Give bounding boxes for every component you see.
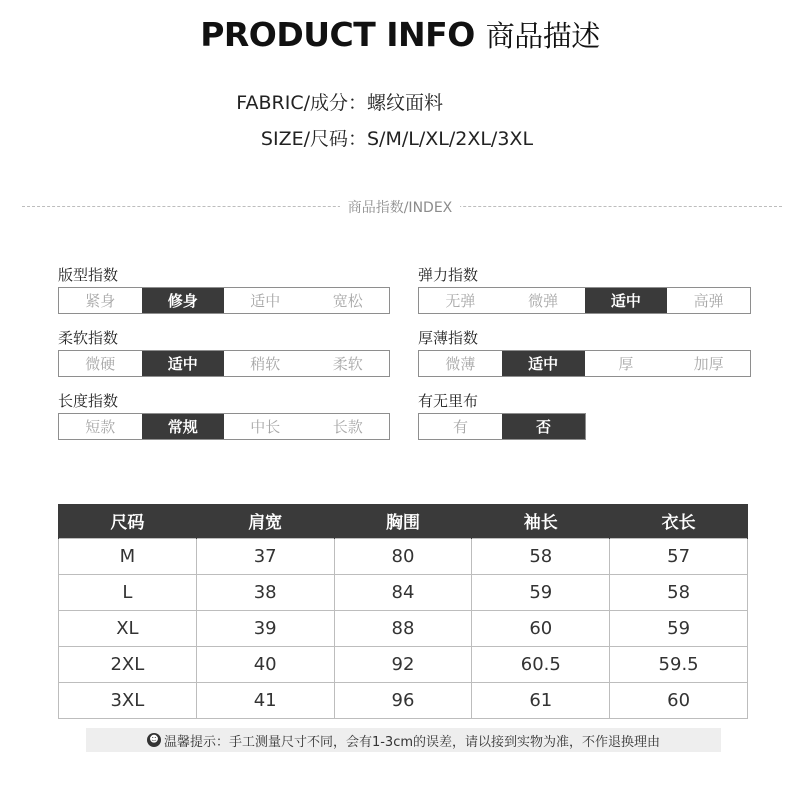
table-cell: 57 xyxy=(610,538,748,574)
thickness-option: 适中 xyxy=(502,351,585,376)
size-spec xyxy=(0,124,533,151)
table-header-cell: 袖长 xyxy=(472,504,610,538)
fit-index-scale xyxy=(58,287,390,314)
table-cell: 92 xyxy=(334,646,472,682)
table-cell: M xyxy=(59,538,197,574)
lining-index-scale xyxy=(418,413,586,440)
elasticity-option: 高弹 xyxy=(693,292,724,310)
thickness-index-scale xyxy=(418,350,751,377)
title-cn: 商品描述 xyxy=(485,19,600,53)
elasticity-option: 微弹 xyxy=(528,292,559,310)
lining-index-label: 有无里布 xyxy=(418,392,479,410)
measurement-notice xyxy=(86,728,721,752)
size-value: S/M/L/XL/2XL/3XL xyxy=(367,128,534,150)
thickness-index-label: 厚薄指数 xyxy=(418,329,479,347)
fit-option: 紧身 xyxy=(85,292,116,310)
fit-option: 适中 xyxy=(250,292,281,310)
title-en: PRODUCT INFO xyxy=(200,15,475,54)
fabric-value: 螺纹面料 xyxy=(367,92,444,114)
table-cell: L xyxy=(59,574,197,610)
softness-option: 柔软 xyxy=(332,355,363,373)
table-cell: 60 xyxy=(610,682,748,718)
table-row xyxy=(59,538,748,574)
table-cell: 2XL xyxy=(59,646,197,682)
softness-option: 微硬 xyxy=(85,355,116,373)
table-row xyxy=(59,646,748,682)
elasticity-option: 适中 xyxy=(585,288,668,313)
fit-index-label: 版型指数 xyxy=(58,266,119,284)
table-cell: 39 xyxy=(196,610,334,646)
page-title xyxy=(0,14,800,55)
notice-text: 温馨提示：手工测量尺寸不同，会有1-3cm的误差，请以接到实物为准，不作退换理由 xyxy=(163,734,661,750)
table-header-cell: 尺码 xyxy=(59,504,197,538)
table-cell: 59 xyxy=(472,574,610,610)
softness-index-label: 柔软指数 xyxy=(58,329,119,347)
table-cell: 80 xyxy=(334,538,472,574)
table-cell: 84 xyxy=(334,574,472,610)
elasticity-index-label: 弹力指数 xyxy=(418,266,479,284)
length-index-scale xyxy=(58,413,390,440)
thickness-option: 厚 xyxy=(618,355,634,373)
table-header-cell: 胸围 xyxy=(334,504,472,538)
table-cell: 37 xyxy=(196,538,334,574)
table-header-row xyxy=(59,504,748,538)
table-cell: 88 xyxy=(334,610,472,646)
fit-option: 宽松 xyxy=(332,292,363,310)
length-option: 短款 xyxy=(85,418,116,436)
table-row xyxy=(59,610,748,646)
table-cell: 58 xyxy=(472,538,610,574)
table-cell: 41 xyxy=(196,682,334,718)
table-cell: 61 xyxy=(472,682,610,718)
elasticity-option: 无弹 xyxy=(445,292,476,310)
size-table xyxy=(58,504,748,719)
table-row xyxy=(59,574,748,610)
lining-option: 有 xyxy=(452,418,468,436)
table-row xyxy=(59,682,748,718)
softness-index-scale xyxy=(58,350,390,377)
softness-option: 稍软 xyxy=(250,355,281,373)
table-cell: 60 xyxy=(472,610,610,646)
smiley-icon: ☻ xyxy=(147,733,161,747)
table-cell: 59.5 xyxy=(610,646,748,682)
length-index-label: 长度指数 xyxy=(58,392,119,410)
table-cell: 59 xyxy=(610,610,748,646)
table-header-cell: 肩宽 xyxy=(196,504,334,538)
lining-option: 否 xyxy=(502,414,585,439)
fabric-label: FABRIC/成分： xyxy=(236,92,367,114)
fabric-spec xyxy=(0,88,443,115)
length-option: 常规 xyxy=(142,414,225,439)
table-header-cell: 衣长 xyxy=(610,504,748,538)
thickness-option: 微薄 xyxy=(445,355,476,373)
size-label: SIZE/尺码： xyxy=(260,128,367,150)
elasticity-index-scale xyxy=(418,287,751,314)
length-option: 长款 xyxy=(332,418,363,436)
table-cell: 96 xyxy=(334,682,472,718)
table-cell: XL xyxy=(59,610,197,646)
table-cell: 60.5 xyxy=(472,646,610,682)
table-cell: 58 xyxy=(610,574,748,610)
thickness-option: 加厚 xyxy=(693,355,724,373)
table-cell: 40 xyxy=(196,646,334,682)
length-option: 中长 xyxy=(250,418,281,436)
table-cell: 3XL xyxy=(59,682,197,718)
index-section-title: 商品指数/INDEX xyxy=(0,197,800,217)
fit-option: 修身 xyxy=(142,288,225,313)
table-cell: 38 xyxy=(196,574,334,610)
softness-option: 适中 xyxy=(142,351,225,376)
